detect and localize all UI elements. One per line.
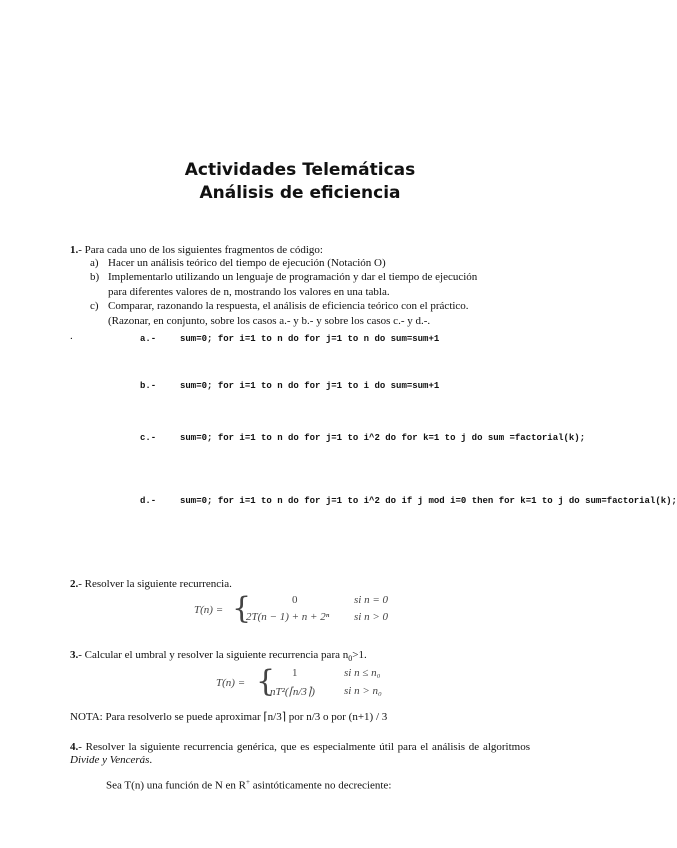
line-2-text: Sea T(n) una función de N en R bbox=[106, 779, 247, 792]
question-2-heading bbox=[70, 578, 232, 591]
item-line: Comparar, razonando la respuesta, el análisis de eficiencia teórico con el práctico. bbox=[108, 300, 469, 312]
item-marker: a) bbox=[90, 257, 99, 269]
question-1-item-a bbox=[90, 257, 386, 270]
question-2-text: - Resolver la siguiente recurrencia. bbox=[78, 578, 232, 590]
question-1-text: - Para cada uno de los siguientes fragmentos de código: bbox=[78, 244, 323, 256]
item-line: Hacer un análisis teórico del tiempo de ejecución (Notación O) bbox=[108, 257, 386, 269]
question-4-italic: Divide y Vencerás bbox=[70, 754, 150, 766]
stray-dot: . bbox=[70, 330, 73, 342]
question-3-text: - Calcular el umbral y resolver la siguiente recurrencia para n bbox=[78, 649, 349, 661]
item-line: para diferentes valores de n, mostrando los valores en una tabla. bbox=[108, 286, 390, 298]
item-line: (Razonar, en conjunto, sobre los casos a.- y b.- y sobre los casos c.- y d.-. bbox=[108, 315, 431, 327]
case-condition: si n = 0 bbox=[354, 594, 389, 606]
code-lines: sum=0; for i=1 to n do for j=1 to n do sum=sum+1 bbox=[180, 334, 440, 344]
item-marker: c) bbox=[90, 300, 99, 312]
code-label: d.- bbox=[140, 496, 157, 506]
code-lines: sum=0; for i=1 to n do for j=1 to i^2 do for k=1 to j do sum =factorial(k); bbox=[180, 433, 586, 443]
item-marker: b) bbox=[90, 271, 100, 283]
question-2-number: 2. bbox=[70, 578, 79, 590]
question-4-text-b: . bbox=[149, 754, 153, 766]
recurrence-3-formula bbox=[216, 666, 416, 702]
code-label: c.- bbox=[140, 433, 157, 443]
case-condition: si n > 0 bbox=[354, 611, 389, 623]
code-lines: sum=0; for i=1 to n do for j=1 to i^2 do if j mod i=0 then for k=1 to j do sum=factorial(k); bbox=[180, 496, 677, 506]
superscript: + bbox=[246, 778, 250, 786]
question-4-text-a: - Resolver la siguiente recurrencia genérica, que es especialmente útil para el análisis de algoritmos bbox=[78, 741, 530, 753]
nota: NOTA: Para resolverlo se puede aproximar ⌈n/3⌉ por n/3 o por (n+1) / 3 bbox=[70, 711, 388, 723]
code-lines: sum=0; for i=1 to n do for j=1 to i do sum=sum+1 bbox=[180, 381, 440, 391]
question-3-heading bbox=[70, 649, 367, 665]
code-label: b.- bbox=[140, 381, 157, 391]
case-value: 2T(n − 1) + n + 2ⁿ bbox=[246, 611, 330, 623]
question-1-item-b bbox=[90, 271, 478, 298]
question-1-heading bbox=[70, 244, 323, 257]
formula-lhs: T(n) = bbox=[194, 604, 224, 616]
subscript: 0 bbox=[348, 654, 353, 664]
case-value: 0 bbox=[292, 594, 298, 606]
item-line: Implementarlo utilizando un lenguaje de programación y dar el tiempo de ejecución bbox=[108, 271, 478, 283]
title-line-2: Análisis de eficiencia bbox=[199, 183, 401, 203]
case-value: nT²(⌈n/3⌉) bbox=[270, 686, 315, 698]
line-2-text-end: asintóticamente no decreciente: bbox=[249, 779, 392, 792]
question-1-number: 1. bbox=[70, 244, 79, 256]
formula-lhs: T(n) = bbox=[216, 677, 246, 689]
left-brace: { bbox=[256, 664, 276, 699]
recurrence-2-formula bbox=[194, 591, 414, 628]
left-brace: { bbox=[232, 591, 252, 626]
question-1-item-c bbox=[90, 300, 469, 327]
question-3-text-end: >1. bbox=[352, 649, 367, 661]
question-4-number: 4. bbox=[70, 741, 79, 753]
question-4-text bbox=[70, 741, 530, 767]
question-3-number: 3. bbox=[70, 649, 79, 661]
case-condition: si n ≤ n₀ bbox=[344, 667, 381, 679]
question-4-line-2 bbox=[106, 776, 391, 793]
code-label: a.- bbox=[140, 334, 157, 344]
title-line-1: Actividades Telemáticas bbox=[184, 160, 416, 180]
case-condition: si n > n₀ bbox=[344, 685, 382, 697]
case-value: 1 bbox=[292, 667, 298, 679]
